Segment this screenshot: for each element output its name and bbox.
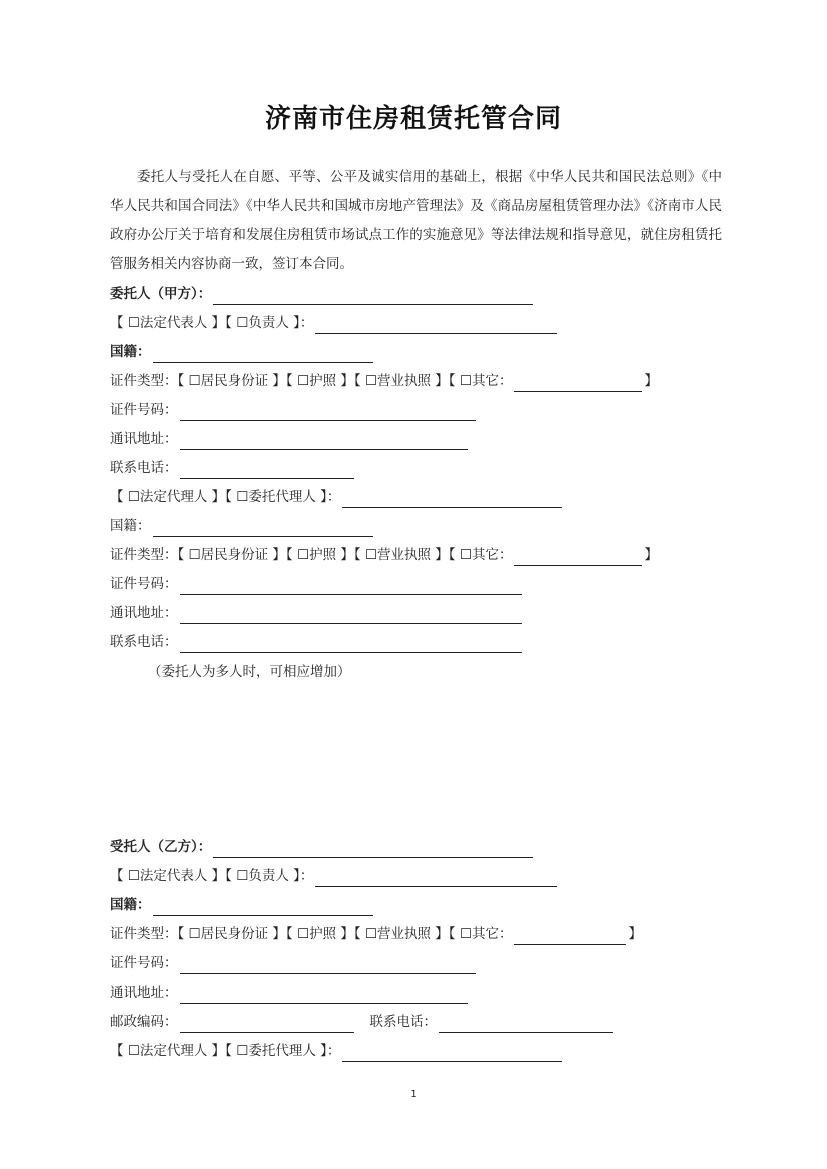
- party-a-rep-label: 【 ☐法定代表人 】【 ☐负责人 】：: [110, 315, 314, 331]
- intro-paragraph: 委托人与受托人在自愿、平等、公平及诚实信用的基础上，根据《中华人民共和国民法总则》《中华人民共和国合同法》《中华人民共和国城市房地产管理法》及《商品房屋租赁管理办法》《济南市人民政府办公厅关于培育和发展住房租赁市场试点工作的实施意见》等法律法规和指导意见，就住房租赁托管服务相关内容协商一致，签订本合同。: [110, 169, 722, 272]
- party-b-nationality-row: [110, 894, 375, 916]
- party-a-agent-address-label: 通讯地址：: [110, 605, 178, 621]
- party-a-agent-idnumber-label: 证件号码：: [110, 576, 178, 592]
- party-a-agent-idnumber-row: [110, 573, 524, 595]
- party-b-postcode-label: 邮政编码：: [110, 1014, 178, 1030]
- party-a-address-label: 通讯地址：: [110, 431, 178, 447]
- party-a-idnumber-field[interactable]: [180, 403, 476, 421]
- party-a-address-field[interactable]: [180, 432, 468, 450]
- party-b-label: 受托人（乙方）：: [110, 839, 212, 855]
- party-a-agent-phone-row: [110, 631, 524, 653]
- party-a-nationality-field[interactable]: [153, 345, 373, 363]
- party-b-postcode-field[interactable]: [180, 1015, 354, 1033]
- party-b-agent-row: [110, 1040, 564, 1062]
- party-b-agent-field[interactable]: [342, 1044, 562, 1062]
- party-b-nationality-field[interactable]: [153, 898, 373, 916]
- party-a-agent-nationality-row: [110, 515, 375, 537]
- party-b-rep-label: 【 ☐法定代表人 】【 ☐负责人 】：: [110, 868, 314, 884]
- party-b-row: [110, 836, 535, 858]
- party-b-rep-field[interactable]: [315, 869, 557, 887]
- party-b-idnumber-field[interactable]: [180, 956, 476, 974]
- party-a-address-row: [110, 428, 470, 450]
- party-a-agent-field[interactable]: [342, 490, 562, 508]
- party-b-address-field[interactable]: [180, 986, 468, 1004]
- party-a-agent-idnumber-field[interactable]: [180, 577, 522, 595]
- party-b-idnumber-row: [110, 952, 478, 974]
- page-number: 1: [410, 1089, 417, 1100]
- party-a-agent-nationality-label: 国籍：: [110, 518, 151, 534]
- party-b-idtype-row: [110, 923, 642, 945]
- party-a-field[interactable]: [213, 287, 533, 305]
- party-b-phone-field[interactable]: [439, 1015, 613, 1033]
- bracket-close: 】: [644, 373, 658, 389]
- party-a-idtype-row: [110, 370, 658, 392]
- party-a-label: 委托人（甲方）：: [110, 286, 212, 302]
- party-a-agent-nationality-field[interactable]: [153, 519, 373, 537]
- party-a-nationality-row: [110, 341, 375, 363]
- party-a-phone-row: [110, 457, 356, 479]
- party-b-nationality-label: 国籍：: [110, 897, 151, 913]
- party-b-idtype-other-field[interactable]: [514, 927, 626, 945]
- party-b-field[interactable]: [213, 840, 533, 858]
- party-a-rep-field[interactable]: [315, 316, 557, 334]
- party-a-agent-phone-label: 联系电话：: [110, 634, 178, 650]
- party-b-phone-label: 联系电话：: [369, 1014, 437, 1030]
- document-title: 济南市住房租赁托管合同: [264, 104, 562, 134]
- party-a-agent-phone-field[interactable]: [180, 635, 522, 653]
- party-a-agent-idtype-row: [110, 544, 658, 566]
- party-a-agent-row: [110, 486, 564, 508]
- bracket-close: 】: [628, 926, 642, 942]
- party-b-idnumber-label: 证件号码：: [110, 955, 178, 971]
- party-b-idtype-label: 证件类型：【 ☐居民身份证 】【 ☐护照 】【 ☐营业执照 】【 ☐其它：: [110, 926, 513, 942]
- party-b-postcode-row: [110, 1011, 615, 1033]
- party-a-idtype-other-field[interactable]: [514, 374, 642, 392]
- party-a-phone-field[interactable]: [180, 461, 354, 479]
- party-b-rep-row: [110, 865, 559, 887]
- party-a-idtype-label: 证件类型：【 ☐居民身份证 】【 ☐护照 】【 ☐营业执照 】【 ☐其它：: [110, 373, 513, 389]
- party-a-agent-address-field[interactable]: [180, 606, 522, 624]
- party-a-agent-idtype-other-field[interactable]: [514, 548, 642, 566]
- party-a-agent-label: 【 ☐法定代理人 】【 ☐委托代理人 】：: [110, 489, 341, 505]
- party-a-rep-row: [110, 312, 559, 334]
- party-b-address-label: 通讯地址：: [110, 985, 178, 1001]
- party-b-address-row: [110, 982, 470, 1004]
- multiple-parties-note: （委托人为多人时，可相应增加）: [148, 664, 351, 680]
- party-a-row: [110, 283, 535, 305]
- party-a-idnumber-row: [110, 399, 478, 421]
- party-a-idnumber-label: 证件号码：: [110, 402, 178, 418]
- party-a-agent-idtype-label: 证件类型：【 ☐居民身份证 】【 ☐护照 】【 ☐营业执照 】【 ☐其它：: [110, 547, 513, 563]
- party-b-agent-label: 【 ☐法定代理人 】【 ☐委托代理人 】：: [110, 1043, 341, 1059]
- party-a-phone-label: 联系电话：: [110, 460, 178, 476]
- bracket-close: 】: [644, 547, 658, 563]
- party-a-nationality-label: 国籍：: [110, 344, 151, 360]
- party-a-agent-address-row: [110, 602, 524, 624]
